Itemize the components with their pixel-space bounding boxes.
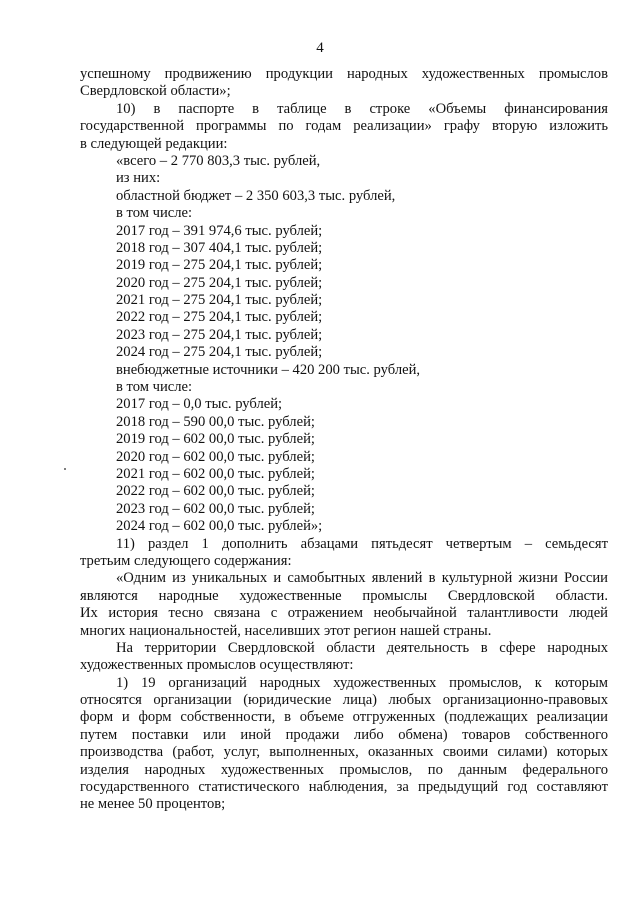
text-line: являются народные художественные промыслы Свердловской области.	[80, 587, 608, 604]
text-line: 2023 год – 602 00,0 тыс. рублей;	[116, 500, 315, 517]
text-line: Свердловской области»;	[80, 83, 231, 100]
text-line: 11) раздел 1 дополнить абзацами пятьдесят четвертым – семьдесят	[116, 535, 608, 552]
text-line: в следующей редакции:	[80, 135, 228, 152]
text-line: государственной программы по годам реализации» графу вторую изложить	[80, 118, 608, 135]
text-line: 2021 год – 602 00,0 тыс. рублей;	[116, 465, 315, 482]
text-line: многих национальностей, населивших этот регион нашей страны.	[80, 622, 492, 639]
text-line: областной бюджет – 2 350 603,3 тыс. рублей,	[116, 187, 396, 204]
text-line: 2017 год – 391 974,6 тыс. рублей;	[116, 222, 323, 239]
text-line: в том числе:	[116, 205, 193, 222]
text-line: форм и форм собственности, в объеме отгруженных (подлежащих реализации	[80, 709, 608, 726]
text-line: 2020 год – 275 204,1 тыс. рублей;	[116, 274, 323, 291]
text-line: относятся организации (юридические лица) любых организационно-правовых	[80, 692, 608, 709]
text-line: в том числе:	[116, 379, 193, 396]
text-line: 2018 год – 590 00,0 тыс. рублей;	[116, 413, 315, 430]
text-line: 2017 год – 0,0 тыс. рублей;	[116, 396, 283, 413]
text-line: художественных промыслов осуществляют:	[80, 657, 354, 674]
text-line: государственного статистического наблюдения, за предыдущий год составляют	[80, 779, 608, 796]
text-line: внебюджетные источники – 420 200 тыс. рублей,	[116, 361, 421, 378]
text-line: изделия народных художественных промыслов, по данным федерального	[80, 761, 608, 778]
text-line: «всего – 2 770 803,3 тыс. рублей,	[116, 152, 321, 169]
text-line: производства (работ, услуг, выполненных, оказанных своими силами) которых	[80, 744, 608, 761]
text-line: 2021 год – 275 204,1 тыс. рублей;	[116, 292, 323, 309]
text-line: 2024 год – 275 204,1 тыс. рублей;	[116, 344, 323, 361]
page-number: 4	[316, 40, 324, 56]
text-line: 1) 19 организаций народных художественных промыслов, к которым	[116, 674, 608, 691]
text-line: 2019 год – 602 00,0 тыс. рублей;	[116, 431, 315, 448]
text-line: 2020 год – 602 00,0 тыс. рублей;	[116, 448, 315, 465]
text-line: успешному продвижению продукции народных художественных промыслов	[80, 66, 608, 82]
text-line: Их история тесно связана с отражением необычайной талантливости людей	[80, 605, 608, 622]
text-line: 2019 год – 275 204,1 тыс. рублей;	[116, 257, 323, 274]
text-line: из них:	[116, 170, 161, 187]
text-line: 2022 год – 602 00,0 тыс. рублей;	[116, 483, 315, 500]
document-body	[80, 66, 608, 814]
text-line: 2023 год – 275 204,1 тыс. рублей;	[116, 326, 323, 343]
text-line: 2024 год – 602 00,0 тыс. рублей»;	[116, 518, 323, 535]
text-line: 2018 год – 307 404,1 тыс. рублей;	[116, 239, 323, 256]
text-line: путем поставки или иной продажи либо обмена) товаров собственного	[80, 726, 608, 743]
text-line: третьим следующего содержания:	[80, 552, 292, 569]
text-line: 10) в паспорте в таблице в строке «Объемы финансирования	[116, 100, 608, 117]
text-line: 2022 год – 275 204,1 тыс. рублей;	[116, 309, 323, 326]
scan-speck	[64, 468, 66, 470]
text-line: не менее 50 процентов;	[80, 796, 226, 813]
text-line: На территории Свердловской области деятельность в сфере народных	[116, 639, 608, 656]
text-line: «Одним из уникальных и самобытных явлений в культурной жизни России	[116, 570, 608, 587]
